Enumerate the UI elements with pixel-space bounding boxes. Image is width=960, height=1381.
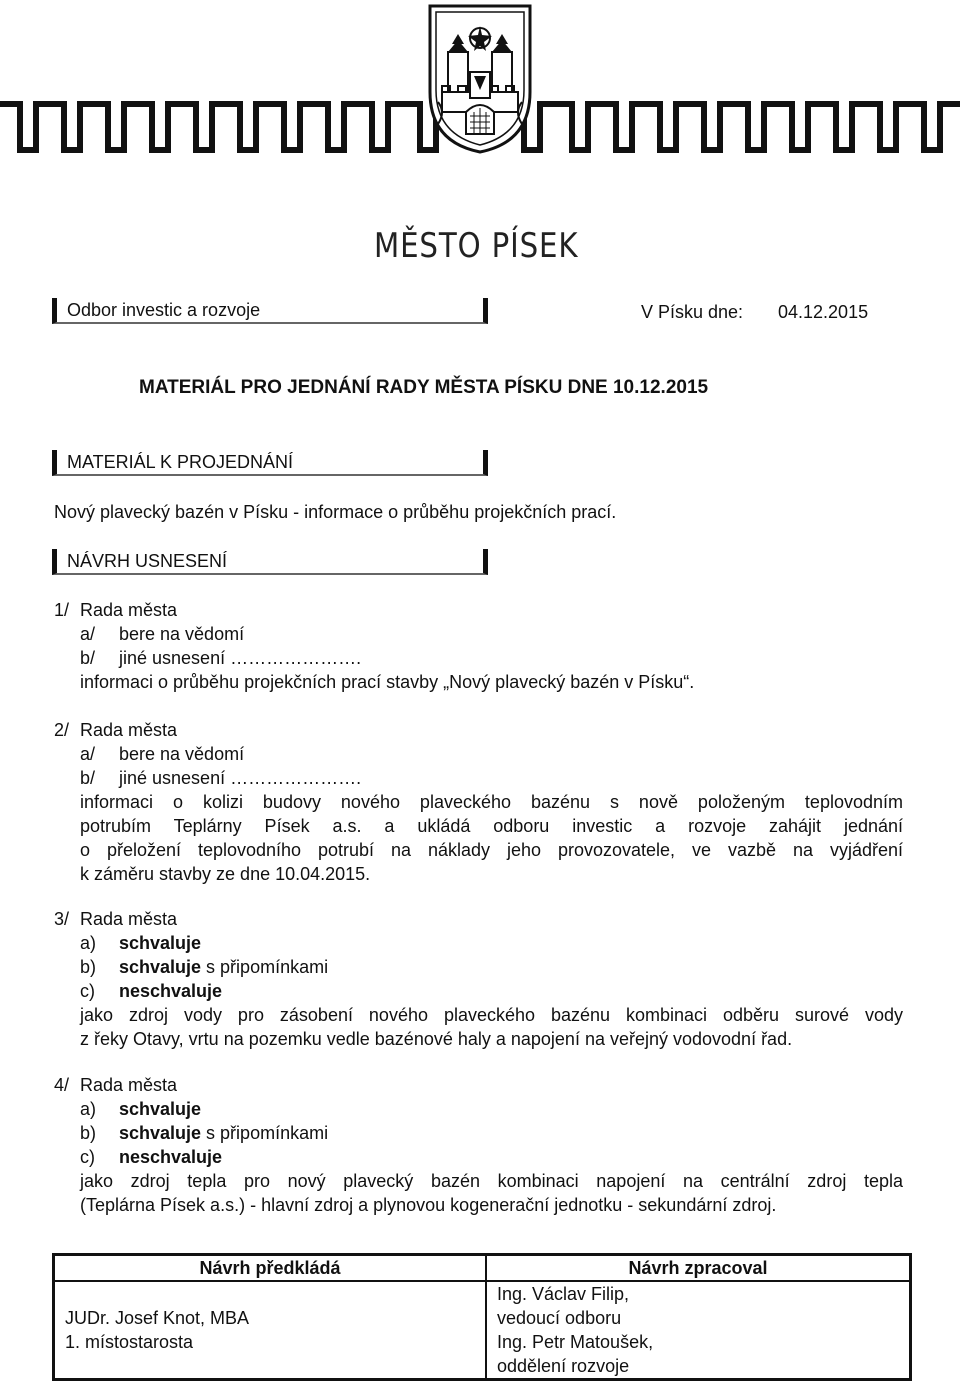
option-letter: c)	[80, 1147, 95, 1167]
prepared-by-line: oddělení rozvoje	[497, 1356, 630, 1376]
option-letter: a)	[80, 933, 97, 953]
proposed-by-header: Návrh předkládá	[54, 1255, 487, 1282]
material-text: Nový plavecký bazén v Písku - informace o průběhu projekčních prací.	[54, 502, 617, 522]
option-verb: schvaluje	[119, 1123, 202, 1143]
option-line	[119, 1121, 328, 1145]
resolution-text-line: o přeložení teplovodního potrubí na náklady jeho provozovatele, ve vazbě na vyjádření	[80, 840, 903, 860]
option-verb: schvaluje	[119, 933, 202, 953]
resolution-text: informaci o průběhu projekčních prací stavby „Nový plavecký bazén v Písku“.	[80, 672, 695, 692]
resolution-text-line: z řeky Otavy, vrtu na pozemku vedle bazénové haly a napojení na veřejný vodovodní řad.	[80, 1029, 793, 1049]
prepared-by-line: vedoucí odboru	[497, 1308, 622, 1328]
department-name: Odbor investic a rozvoje	[67, 300, 261, 320]
option-text: jiné usnesení ………………….	[119, 768, 362, 788]
resolution-council: Rada města	[80, 720, 178, 740]
prepared-by-line: Ing. Václav Filip,	[497, 1284, 630, 1304]
city-name-wordmark: MĚSTO PÍSEK	[374, 226, 579, 266]
department-box	[52, 298, 488, 324]
option-letter: b)	[80, 1123, 97, 1143]
resolution-text-line: k záměru stavby ze dne 10.04.2015.	[80, 864, 371, 884]
option-verb: neschvaluje	[119, 1147, 223, 1167]
option-letter: b/	[80, 648, 96, 668]
option-letter: a/	[80, 744, 96, 764]
proposed-by-cell	[54, 1281, 487, 1380]
option-verb: neschvaluje	[119, 981, 223, 1001]
prepared-by-cell	[486, 1281, 911, 1380]
proposal-heading: NÁVRH USNESENÍ	[67, 551, 228, 571]
resolution-council: Rada města	[80, 600, 178, 620]
option-text: jiné usnesení ………………….	[119, 648, 362, 668]
city-coat-of-arms	[426, 2, 534, 154]
resolution-council: Rada města	[80, 1075, 178, 1095]
option-text: bere na vědomí	[119, 744, 245, 764]
option-letter: c)	[80, 981, 95, 1001]
option-letter: b)	[80, 957, 97, 977]
date-label: V Písku dne:	[641, 302, 744, 322]
resolution-council: Rada města	[80, 909, 178, 929]
material-heading: MATERIÁL K PROJEDNÁNÍ	[67, 452, 294, 472]
resolution-text-line: jako zdroj vody pro zásobení nového plaveckého bazénu kombinaci odběru surové vody	[80, 1005, 903, 1025]
resolution-text-line: (Teplárna Písek a.s.) - hlavní zdroj a plynovou kogenerační jednotku - sekundární zdroj.	[80, 1195, 777, 1215]
resolution-number: 2/	[54, 720, 70, 740]
material-heading-box	[52, 450, 488, 476]
option-text: s připomínkami	[201, 957, 329, 977]
option-letter: b/	[80, 768, 96, 788]
proposal-heading-box	[52, 549, 488, 575]
prepared-by-header: Návrh zpracoval	[486, 1255, 911, 1282]
resolution-text-line: potrubím Teplárny Písek a.s. a ukládá odboru investic a rozvoje zahájit jednání	[80, 816, 903, 836]
prepared-by-line: Ing. Petr Matoušek,	[497, 1332, 654, 1352]
resolution-number: 1/	[54, 600, 70, 620]
option-line	[119, 955, 328, 979]
resolution-text-line: informaci o kolizi budovy nového plaveckého bazénu s nově položeným teplovodním	[80, 792, 903, 812]
option-verb: schvaluje	[119, 957, 202, 977]
date-value: 04.12.2015	[778, 302, 869, 322]
option-letter: a/	[80, 624, 96, 644]
page-title: MATERIÁL PRO JEDNÁNÍ RADY MĚSTA PÍSKU DNE 10.12.2015	[139, 377, 709, 398]
resolution-text-line: jako zdroj tepla pro nový plavecký bazén kombinaci napojení na centrální zdroj tepla	[80, 1171, 903, 1191]
option-letter: a)	[80, 1099, 97, 1119]
signature-table	[52, 1253, 912, 1381]
option-text: s připomínkami	[201, 1123, 329, 1143]
resolution-number: 4/	[54, 1075, 70, 1095]
proposed-by-line: JUDr. Josef Knot, MBA	[65, 1308, 250, 1328]
option-text: bere na vědomí	[119, 624, 245, 644]
option-verb: schvaluje	[119, 1099, 202, 1119]
resolution-number: 3/	[54, 909, 70, 929]
proposed-by-line: 1. místostarosta	[65, 1332, 194, 1352]
